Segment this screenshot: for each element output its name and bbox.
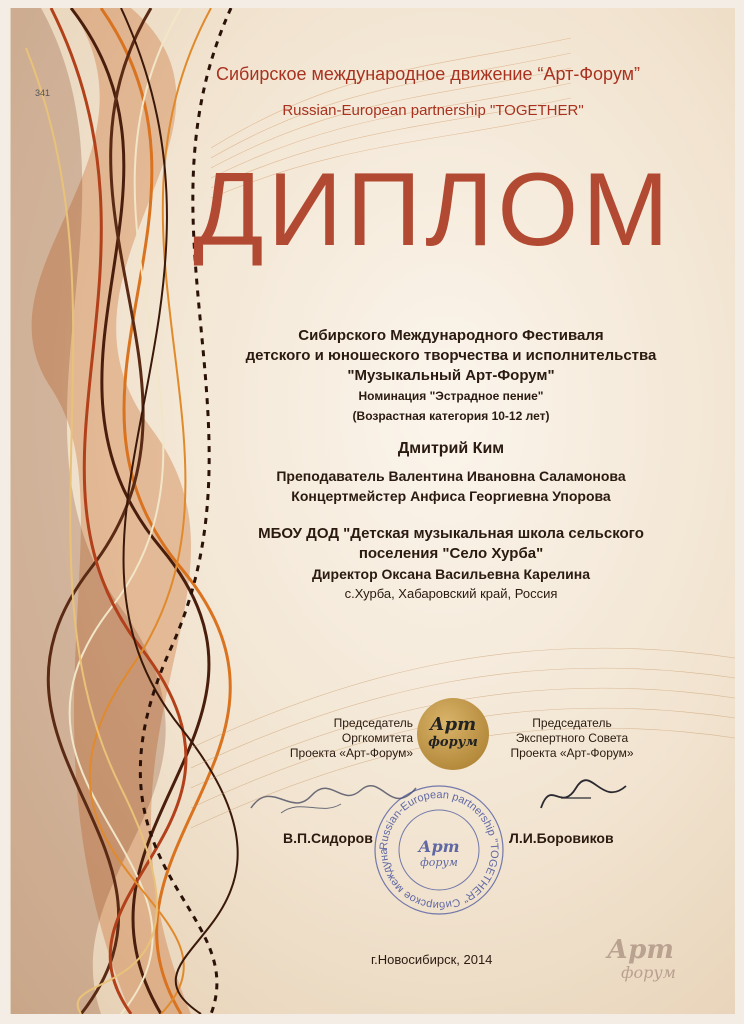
festival-line-1: Сибирского Международного Фестиваля (298, 327, 604, 344)
right-title-line-2: Экспертного Совета (515, 731, 629, 745)
stamp-ring-text: Russian-European partnership "TOGETHER" Сибирское междуна (377, 788, 501, 912)
stamp-logo-line-2: форум (420, 856, 458, 869)
stamp-ring (369, 780, 509, 920)
art-forum-logo (417, 698, 489, 770)
school-line-1: МБОУ ДОД "Детская музыкальная школа сельского (258, 525, 644, 542)
left-title-line-3: Проекта «Арт-Форум» (289, 746, 413, 760)
accompanist: Концертмейстер Анфиса Георгиевна Упорова (291, 488, 611, 504)
festival-name: "Музыкальный Арт-Форум" (347, 367, 555, 384)
left-title-line-2: Оргкомитета (341, 731, 413, 745)
age-category: (Возрастная категория 10-12 лет) (352, 409, 550, 423)
left-title-line-1: Председатель (333, 716, 413, 730)
nomination: Номинация "Эстрадное пение" (358, 389, 544, 403)
left-signatory-title (273, 716, 413, 761)
school-line-2: поселения "Село Хурба" (358, 545, 544, 562)
organization-title: Сибирское международное движение “Арт-Форум” (215, 64, 640, 84)
page-number: 341 (35, 88, 51, 98)
winner-name: Дмитрий Ким (397, 440, 505, 457)
right-title-line-3: Проекта «Арт-Форум» (510, 746, 634, 760)
right-signatory-name: Л.И.Боровиков (509, 830, 614, 846)
diploma-sheet (10, 8, 735, 1014)
organization-subtitle: Russian-European partnership "TOGETHER" (282, 102, 584, 119)
right-signature (531, 768, 641, 828)
corner-logo-line-1: Арт (607, 935, 674, 965)
right-title-line-1: Председатель (532, 716, 612, 730)
stamp-logo-line-1: Арт (418, 837, 460, 856)
festival-line-2: детского и юношеского творчества и исполнительства (245, 347, 657, 364)
corner-watermark-logo (601, 924, 697, 988)
city-year: г.Новосибирск, 2014 (371, 952, 493, 967)
location: с.Хурба, Хабаровский край, Россия (344, 586, 558, 601)
left-signatory-name: В.П.Сидоров (283, 830, 373, 846)
teacher: Преподаватель Валентина Ивановна Саламонова (276, 468, 626, 484)
logo-line-1: Арт (429, 714, 477, 735)
right-signatory-title (497, 716, 647, 761)
diploma-body (191, 326, 711, 604)
corner-logo-line-2: форум (621, 963, 676, 982)
official-stamp (369, 780, 509, 920)
director: Директор Оксана Васильевна Карелина (311, 566, 591, 582)
art-forum-logo-text (417, 716, 489, 752)
diploma-title: ДИПЛОМ (193, 152, 673, 268)
logo-line-2: форум (428, 735, 478, 750)
